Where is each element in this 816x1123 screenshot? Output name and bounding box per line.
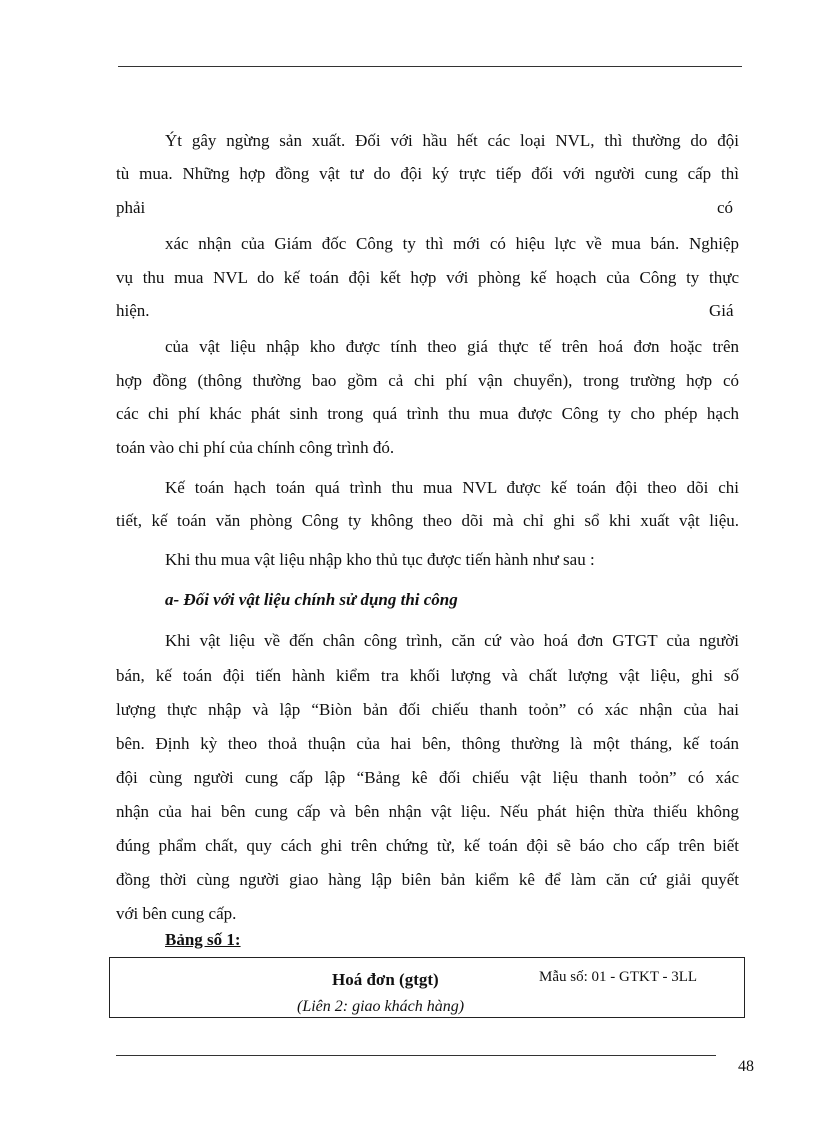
text-line: phải — [116, 198, 146, 217]
text-line: xác nhận của Giám đốc Công ty thì mới có hiệu lực về mua bán. Nghiệp — [165, 234, 739, 253]
invoice-copy-note: (Liên 2: giao khách hàng) — [297, 998, 465, 1015]
table-label: Bảng số 1: — [165, 930, 241, 949]
header-rule — [118, 66, 742, 67]
text-line: hiện. — [116, 301, 150, 320]
page-number: 48 — [738, 1058, 754, 1075]
text-line: toán vào chi phí của chính công trình đó. — [116, 438, 395, 457]
text-line: bên. Định kỳ theo thoả thuận của hai bên, thông thường là một tháng, kế toán — [116, 734, 739, 753]
text-line: có — [717, 198, 734, 217]
invoice-box — [109, 957, 745, 1018]
section-heading: a- Đối với vật liệu chính sử dụng thi công — [165, 590, 458, 609]
footer-rule — [116, 1055, 716, 1056]
text-line: đội cùng người cung cấp lập “Bảng kê đối chiếu vật liệu thanh toỏn” có xác — [116, 768, 739, 787]
text-line: đồng thời cùng người giao hàng lập biên bản kiểm kê để làm căn cứ giải quyết — [116, 870, 739, 889]
invoice-form-number: Mẫu số: 01 - GTKT - 3LL — [539, 969, 698, 985]
text-line: vụ thu mua NVL do kế toán đội kết hợp với phòng kế hoạch của Công ty thực — [116, 268, 739, 287]
text-line: của vật liệu nhập kho được tính theo giá thực tế trên hoá đơn hoặc trên — [165, 337, 739, 356]
invoice-title: Hoá đơn (gtgt) — [332, 970, 439, 989]
text-line: lượng thực nhập và lập “Biòn bản đối chiếu thanh toỏn” có xác nhận của hai — [116, 700, 739, 719]
text-line: Giá — [709, 301, 734, 320]
text-line: tù mua. Những hợp đồng vật tư do đội ký trực tiếp đối với người cung cấp thì — [116, 164, 739, 183]
text-line: đúng phẩm chất, quy cách ghi trên chứng từ, kế toán đội sẽ báo cho cấp trên biết — [116, 836, 739, 855]
text-line: bán, kế toán đội tiến hành kiểm tra khối lượng và chất lượng vật liệu, ghi số — [116, 666, 739, 685]
text-line: nhận của hai bên cung cấp và bên nhận vật liệu. Nếu phát hiện thừa thiếu không — [116, 802, 739, 821]
text-line: tiết, kế toán văn phòng Công ty không theo dõi mà chỉ ghi sổ khi xuất vật liệu. — [116, 511, 739, 530]
text-line: Khi thu mua vật liệu nhập kho thủ tục được tiến hành như sau : — [165, 550, 595, 569]
text-line: với bên cung cấp. — [116, 904, 237, 923]
text-line: các chi phí khác phát sinh trong quá trình thu mua được Công ty cho phép hạch — [116, 404, 739, 423]
text-line: hợp đồng (thông thường bao gồm cả chi phí vận chuyển), trong trường hợp có — [116, 371, 739, 390]
text-line: Kế toán hạch toán quá trình thu mua NVL được kế toán đội theo dõi chi — [165, 478, 739, 497]
text-line: Khi vật liệu về đến chân công trình, căn cứ vào hoá đơn GTGT của người — [165, 631, 739, 650]
text-line: Ýt gây ngừng sản xuất. Đối với hầu hết các loại NVL, thì thường do đội — [165, 131, 739, 150]
